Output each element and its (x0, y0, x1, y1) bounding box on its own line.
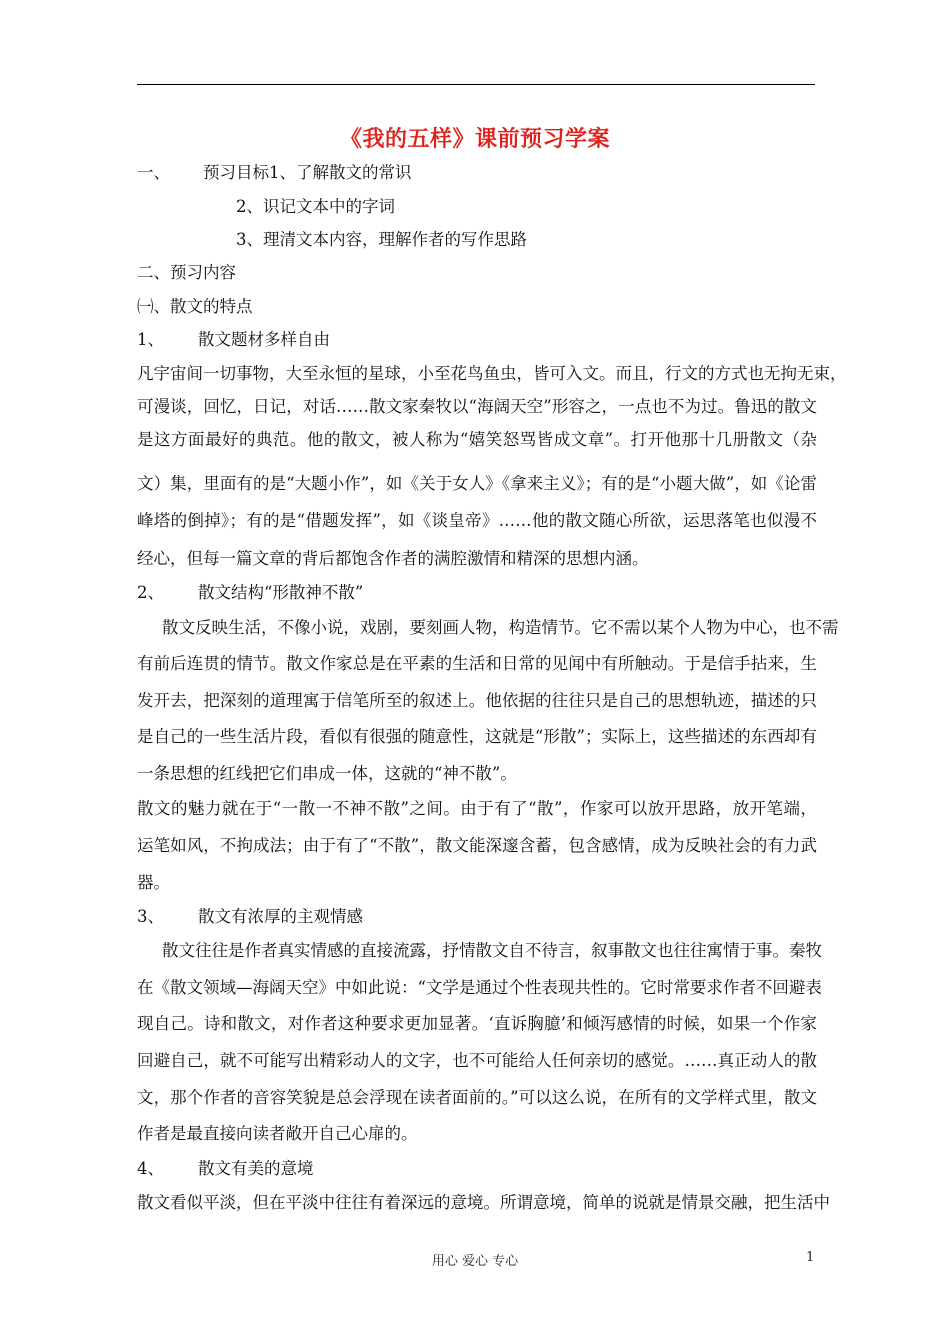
subsection-heading-1: ㈠、散文的特点 (137, 297, 253, 316)
point-2-line: 是自己的一些生活片段，看似有很强的随意性，这就是“形散”；实际上，这些描述的东西却有 (137, 727, 817, 746)
point-1-line: 经心，但每一篇文章的背后都饱含作者的满腔激情和精深的思想内涵。 (137, 549, 649, 568)
point-1-line: 是这方面最好的典范。他的散文，被人称为“嬉笑怒骂皆成文章”。打开他那十几册散文（杂 (137, 430, 817, 449)
document-title: 《我的五样》课前预习学案 (339, 126, 610, 152)
point-2-line: 散文的魅力就在于“一散一不神不散”之间。由于有了“散”，作家可以放开思路，放开笔端， (137, 799, 817, 818)
point-4-heading: 散文有美的意境 (198, 1159, 314, 1178)
header-rule (137, 84, 815, 85)
point-3-heading: 散文有浓厚的主观情感 (198, 907, 363, 926)
point-1-number: 1、 (137, 330, 164, 349)
point-3-line: 作者是最直接向读者敞开自己心扉的。 (137, 1124, 418, 1143)
point-4-line: 散文看似平淡，但在平淡中往往有着深远的意境。所谓意境，简单的说就是情景交融，把生活中 (137, 1193, 830, 1212)
point-2-line: 一条思想的红线把它们串成一体，这就的“神不散”。 (137, 764, 517, 783)
objective-1: 预习目标1、了解散文的常识 (203, 163, 412, 182)
page-number: 1 (806, 1250, 815, 1265)
point-2-line: 器。 (137, 873, 170, 892)
objectives-label: 一、 (137, 163, 170, 182)
point-1-line: 峰塔的倒掉》；有的是“借题发挥”，如《谈皇帝》……他的散文随心所欲，运思落笔也似漫不 (137, 511, 817, 530)
point-2-number: 2、 (137, 583, 164, 602)
objective-2: 2、识记文本中的字词 (236, 197, 395, 216)
point-2-line: 散文反映生活，不像小说，戏剧，要刻画人物，构造情节。它不需以某个人物为中心，也不需 (162, 618, 839, 637)
point-3-line: 回避自己，就不可能写出精彩动人的文字，也不可能给人任何亲切的感觉。……真正动人的散 (137, 1051, 817, 1070)
point-3-line: 在《散文领域—海阔天空》中如此说：“文学是通过个性表现共性的。它时常要求作者不回避表 (137, 978, 822, 997)
section-heading-2: 二、预习内容 (137, 263, 236, 282)
point-3-line: 文，那个作者的音容笑貌是总会浮现在读者面前的。”可以这么说，在所有的文学样式里，散文 (137, 1088, 817, 1107)
page-footer: 用心 爱心 专心 (431, 1254, 519, 1269)
point-2-line: 发开去，把深刻的道理寓于信笔所至的叙述上。他依据的往往只是自己的思想轨迹，描述的只 (137, 691, 817, 710)
point-3-line: 散文往往是作者真实情感的直接流露，抒情散文自不待言，叙事散文也往往寓情于事。秦牧 (162, 941, 822, 960)
point-3-line: 现自己。诗和散文，对作者这种要求更加显著。‘直诉胸臆’和倾泻感情的时候，如果一个作家 (137, 1014, 817, 1033)
objective-3: 3、理清文本内容，理解作者的写作思路 (236, 230, 527, 249)
point-2-heading: 散文结构“形散神不散” (198, 583, 364, 602)
point-3-number: 3、 (137, 907, 164, 926)
point-1-heading: 散文题材多样自由 (198, 330, 330, 349)
point-1-line: 可漫谈，回忆，日记，对话……散文家秦牧以“海阔天空”形容之，一点也不为过。鲁迅的散文 (137, 397, 817, 416)
point-1-line: 文）集，里面有的是“大题小作”，如《关于女人》《拿来主义》；有的是“小题大做”，如《论雷 (137, 474, 817, 493)
point-4-number: 4、 (137, 1159, 164, 1178)
point-2-line: 有前后连贯的情节。散文作家总是在平素的生活和日常的见闻中有所触动。于是信手拈来，生 (137, 654, 817, 673)
point-2-line: 运笔如风，不拘成法；由于有了“不散”，散文能深邃含蓄，包含感情，成为反映社会的有力武 (137, 836, 817, 855)
point-1-line: 凡宇宙间一切事物，大至永恒的星球，小至花鸟鱼虫，皆可入文。而且，行文的方式也无拘无束， (137, 364, 847, 383)
